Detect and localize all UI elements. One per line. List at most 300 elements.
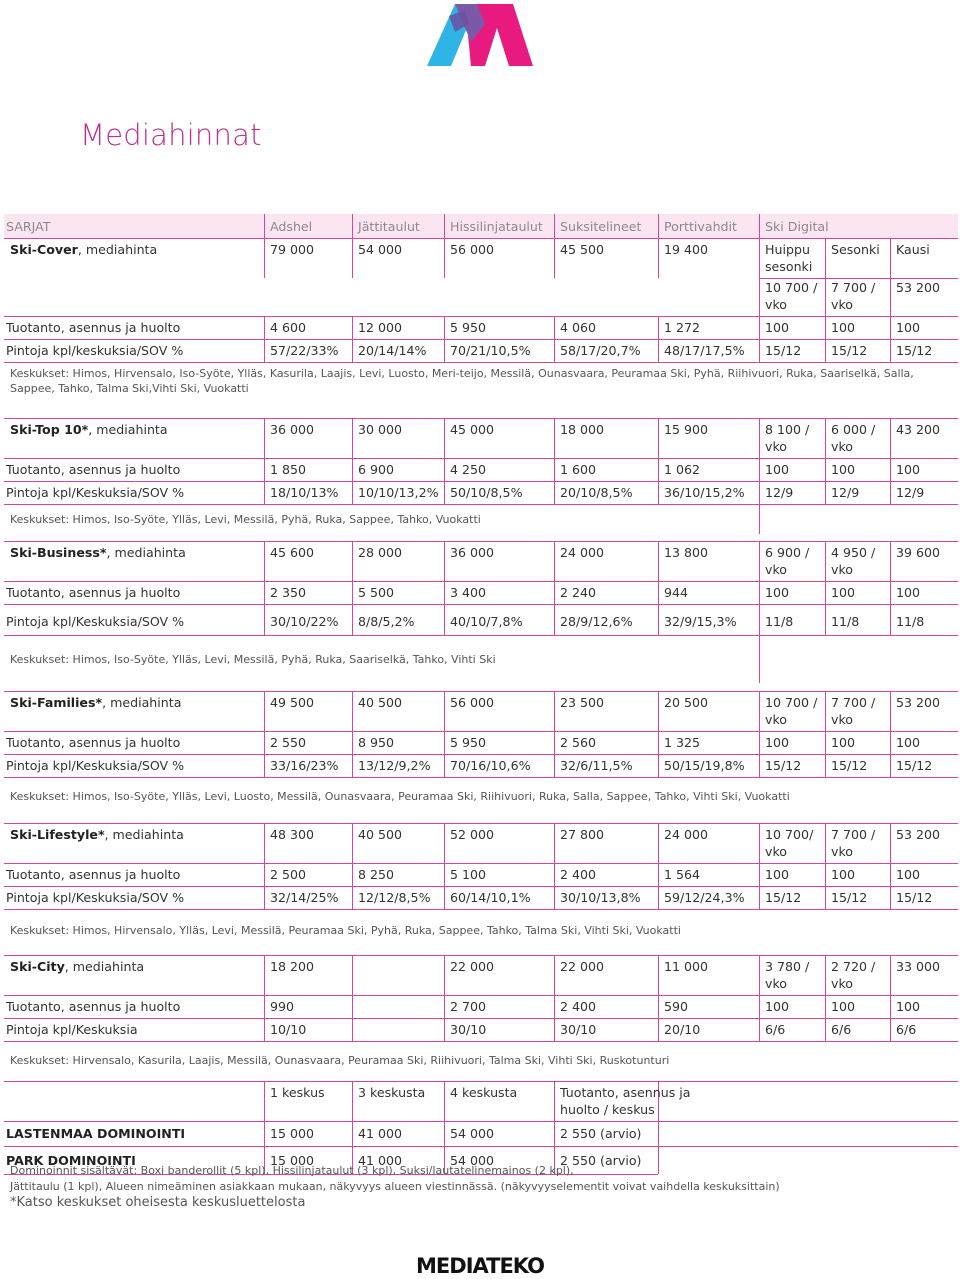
price-cell: 40 500 — [358, 827, 403, 842]
column-divider — [825, 339, 826, 362]
column-divider — [825, 754, 826, 777]
price-cell: 590 — [664, 999, 689, 1014]
price-cell: 4 950 / vko — [831, 545, 876, 577]
dominointi-column-header: 1 keskus — [270, 1085, 325, 1100]
series-label — [6, 422, 168, 439]
column-divider — [264, 886, 265, 909]
keskukset-text: Keskukset: Himos, Iso-Syöte, Ylläs, Levi, Luosto, Messilä, Ounasvaara, Peuramaa Ski, Riihivuori, Ruka, Salla, Sappee, Tahko, Vihti Ski, Vuokatti — [10, 790, 790, 803]
value-cell: 60/14/10,1% — [450, 890, 531, 905]
price-cell: 36 000 — [270, 422, 315, 437]
price-cell: 40 500 — [358, 695, 403, 710]
tuotanto-row — [4, 458, 958, 481]
price-cell: 11 000 — [664, 959, 709, 974]
column-divider — [444, 691, 445, 731]
tuotanto-row — [4, 995, 958, 1018]
column-divider — [825, 604, 826, 635]
tuotanto-row — [4, 863, 958, 886]
column-divider — [890, 863, 891, 886]
column-divider — [264, 1018, 265, 1041]
price-cell: 4 250 — [450, 462, 487, 477]
column-divider — [825, 238, 826, 278]
ski-digital-subheader: Sesonki — [831, 242, 880, 257]
column-divider — [658, 214, 659, 238]
column-divider — [352, 754, 353, 777]
value-cell: 6/6 — [765, 1022, 786, 1037]
column-divider — [554, 863, 555, 886]
price-cell: 15 900 — [664, 422, 709, 437]
value-cell: 30/10 — [450, 1022, 487, 1037]
value-cell: 28/9/12,6% — [560, 614, 633, 629]
series-suffix: , mediahinta — [104, 827, 184, 842]
value-cell: 30/10/13,8% — [560, 890, 641, 905]
column-divider — [759, 823, 760, 863]
price-cell: 28 000 — [358, 545, 403, 560]
column-divider — [825, 458, 826, 481]
price-cell: 8 250 — [358, 867, 395, 882]
column-divider — [264, 541, 265, 581]
value-cell: 58/17/20,7% — [560, 343, 641, 358]
brand-logo-text: MEDIATEKO — [416, 1254, 544, 1276]
keskukset-text: Keskukset: Himos, Hirvensalo, Iso-Syöte, Ylläs, Kasurila, Laajis, Levi, Luosto, Meri-teijo, Messilä, Ounasvaara, Peuramaa Ski, Pyhä, Riihivuori, Ruka, Saariselkä, Salla, Sappee, Tahko, Talma Ski,Vihti Ski, Vuokatti — [10, 367, 914, 395]
column-divider — [825, 278, 826, 316]
column-divider — [658, 886, 659, 909]
skibusiness-price-row — [4, 541, 958, 581]
ski-cover-digital-price-row — [4, 278, 958, 316]
value-cell: 11/8 — [896, 614, 925, 629]
column-divider — [264, 731, 265, 754]
column-divider — [554, 541, 555, 581]
keskukset-row — [4, 909, 958, 949]
column-divider — [658, 541, 659, 581]
price-cell: 22 000 — [450, 959, 495, 974]
column-divider — [264, 418, 265, 458]
series-name: Ski-Cover — [10, 242, 78, 257]
price-cell: 1 062 — [664, 462, 701, 477]
column-divider — [444, 1081, 445, 1121]
row-label: Tuotanto, asennus ja huolto — [6, 999, 181, 1014]
price-cell: 7 700 / vko — [831, 280, 876, 312]
price-cell: 100 — [765, 867, 790, 882]
column-divider — [352, 481, 353, 504]
column-divider — [825, 886, 826, 909]
column-divider — [352, 863, 353, 886]
series-label — [6, 959, 144, 976]
price-cell: 100 — [765, 462, 790, 477]
column-divider — [352, 238, 353, 278]
value-cell: 11/8 — [765, 614, 794, 629]
row-label: Tuotanto, asennus ja huolto — [6, 320, 181, 335]
footnote-line-3: *Katso keskukset oheisesta keskusluettelosta — [10, 1195, 306, 1210]
column-divider — [554, 238, 555, 278]
column-divider — [264, 823, 265, 863]
column-divider — [658, 316, 659, 339]
dominointi-column-header: 3 keskusta — [358, 1085, 426, 1100]
dominointi-label: PARK DOMINOINTI — [6, 1153, 136, 1168]
row-label: Pintoja kpl/Keskuksia/SOV % — [6, 758, 185, 773]
price-cell: 1 564 — [664, 867, 701, 882]
value-cell: 32/6/11,5% — [560, 758, 633, 773]
column-divider — [759, 1018, 760, 1041]
price-cell: 2 560 — [560, 735, 597, 750]
pintoja-row — [4, 754, 958, 777]
column-divider — [554, 731, 555, 754]
series-name: Ski-City — [10, 959, 65, 974]
column-header: SARJAT — [6, 219, 51, 234]
value-cell: 30/10 — [560, 1022, 597, 1037]
column-divider — [825, 691, 826, 731]
price-cell: 2 700 — [450, 999, 487, 1014]
value-cell: 20/10 — [664, 1022, 701, 1037]
price-cell: 45 000 — [450, 422, 495, 437]
price-cell: 100 — [831, 462, 856, 477]
header-row — [4, 214, 958, 238]
value-cell: 15/12 — [765, 758, 802, 773]
value-cell: 70/16/10,6% — [450, 758, 531, 773]
price-cell: 100 — [765, 999, 790, 1014]
price-cell: 15 000 — [270, 1153, 315, 1168]
ski-digital-subheader: Kausi — [896, 242, 930, 257]
keskukset-row — [4, 635, 958, 683]
price-cell: 5 950 — [450, 735, 487, 750]
column-divider — [554, 339, 555, 362]
value-cell: 12/9 — [896, 485, 925, 500]
column-divider — [352, 995, 353, 1018]
price-cell: 1 850 — [270, 462, 307, 477]
column-divider — [825, 418, 826, 458]
price-cell: 100 — [896, 320, 921, 335]
value-cell: 15/12 — [896, 343, 933, 358]
price-cell: 2 400 — [560, 867, 597, 882]
column-divider — [759, 886, 760, 909]
column-divider — [759, 995, 760, 1018]
column-divider — [890, 481, 891, 504]
value-cell: 15/12 — [896, 890, 933, 905]
series-name: Ski-Families — [10, 695, 96, 710]
price-cell: 2 720 / vko — [831, 959, 876, 991]
column-divider — [444, 754, 445, 777]
ski-cover-price-row — [4, 238, 958, 278]
series-name: Ski-Lifestyle — [10, 827, 98, 842]
value-cell: 15/12 — [831, 890, 868, 905]
price-cell: 100 — [831, 585, 856, 600]
column-divider — [554, 581, 555, 604]
row-label: Pintoja kpl/Keskuksia/SOV % — [6, 614, 185, 629]
column-divider — [759, 339, 760, 362]
price-cell: 100 — [896, 999, 921, 1014]
price-cell: 100 — [831, 867, 856, 882]
column-divider — [890, 316, 891, 339]
column-divider — [352, 823, 353, 863]
column-divider — [759, 691, 760, 731]
price-cell: 8 950 — [358, 735, 395, 750]
column-divider — [890, 995, 891, 1018]
column-header: Hissilinjataulut — [450, 219, 543, 234]
column-divider — [554, 604, 555, 635]
column-divider — [825, 995, 826, 1018]
column-divider — [352, 886, 353, 909]
column-header: Ski Digital — [765, 219, 829, 234]
footnote-line-1: Dominoinnit sisältävät: Boxi banderollit (5 kpl), Hissilinjataulut (3 kpl), Suksi/lautatelinemainos (2 kpl), — [10, 1164, 574, 1177]
column-divider — [759, 278, 760, 316]
series-label — [6, 242, 157, 259]
column-divider — [444, 1121, 445, 1146]
value-cell: 15/12 — [765, 890, 802, 905]
column-divider — [264, 214, 265, 238]
price-cell: 10 700/ vko — [765, 827, 814, 859]
price-cell: 3 780 / vko — [765, 959, 810, 991]
pintoja-row — [4, 886, 958, 909]
column-divider — [444, 995, 445, 1018]
column-divider — [264, 1081, 265, 1121]
mediateko-top-logo-icon — [425, 2, 535, 70]
price-cell: 45 600 — [270, 545, 315, 560]
value-cell: 15/12 — [765, 343, 802, 358]
column-divider — [444, 731, 445, 754]
column-divider — [554, 995, 555, 1018]
price-cell: 36 000 — [450, 545, 495, 560]
price-cell: 2 400 — [560, 999, 597, 1014]
column-header: Suksitelineet — [560, 219, 642, 234]
value-cell: 50/10/8,5% — [450, 485, 523, 500]
column-divider — [759, 418, 760, 458]
value-cell: 20/10/8,5% — [560, 485, 633, 500]
row-label: Tuotanto, asennus ja huolto — [6, 867, 181, 882]
dominointi-column-header: Tuotanto, asennus ja huolto / keskus — [560, 1085, 691, 1117]
pintoja-row — [4, 339, 958, 362]
tuotanto-row — [4, 316, 958, 339]
asterisk: * — [99, 545, 107, 560]
column-divider — [554, 418, 555, 458]
skilifestyle-price-row — [4, 823, 958, 863]
column-divider — [554, 214, 555, 238]
column-divider — [825, 541, 826, 581]
column-divider — [759, 863, 760, 886]
value-cell: 6/6 — [896, 1022, 917, 1037]
column-divider — [658, 823, 659, 863]
series-suffix: , mediahinta — [106, 545, 186, 560]
row-label: Tuotanto, asennus ja huolto — [6, 735, 181, 750]
price-cell: 100 — [765, 320, 790, 335]
price-cell: 1 600 — [560, 462, 597, 477]
column-divider — [759, 316, 760, 339]
column-divider — [444, 886, 445, 909]
price-cell: 45 500 — [560, 242, 605, 257]
value-cell: 6/6 — [831, 1022, 852, 1037]
column-divider — [825, 823, 826, 863]
price-cell: 2 550 (arvio) — [560, 1153, 642, 1168]
price-cell: 8 100 / vko — [765, 422, 810, 454]
column-divider — [825, 481, 826, 504]
asterisk: * — [81, 422, 89, 437]
pintoja-row — [4, 1018, 958, 1041]
keskukset-text: Keskukset: Himos, Hirvensalo, Ylläs, Levi, Messilä, Peuramaa Ski, Pyhä, Ruka, Sappee, Tahko, Talma Ski, Vihti Ski, Vuokatti — [10, 924, 681, 937]
row-label: Pintoja kpl/Keskuksia — [6, 1022, 138, 1037]
column-divider — [352, 581, 353, 604]
column-divider — [444, 823, 445, 863]
row-label: Pintoja kpl/Keskuksia/SOV % — [6, 485, 185, 500]
value-cell: 50/15/19,8% — [664, 758, 745, 773]
column-divider — [554, 754, 555, 777]
column-divider — [658, 863, 659, 886]
series-suffix: , mediahinta — [102, 695, 182, 710]
column-divider — [352, 339, 353, 362]
value-cell: 12/9 — [831, 485, 860, 500]
tuotanto-row — [4, 731, 958, 754]
price-cell: 53 200 — [896, 827, 941, 842]
column-divider — [444, 339, 445, 362]
column-divider — [759, 481, 760, 504]
ski-digital-subheader: Huippu sesonki — [765, 242, 813, 274]
price-cell: 18 200 — [270, 959, 315, 974]
series-name: Ski-Business — [10, 545, 100, 560]
column-divider — [264, 955, 265, 995]
column-divider — [352, 691, 353, 731]
price-cell: 1 272 — [664, 320, 701, 335]
price-cell: 6 900 / vko — [765, 545, 810, 577]
column-divider — [444, 418, 445, 458]
subrow-rule — [759, 278, 958, 279]
value-cell: 15/12 — [831, 343, 868, 358]
keskukset-row — [4, 1041, 958, 1077]
column-divider — [352, 418, 353, 458]
value-cell: 48/17/17,5% — [664, 343, 745, 358]
value-cell: 57/22/33% — [270, 343, 339, 358]
column-divider — [352, 541, 353, 581]
column-divider — [352, 214, 353, 238]
column-divider — [825, 955, 826, 995]
price-cell: 48 300 — [270, 827, 315, 842]
column-divider — [890, 238, 891, 278]
price-cell: 56 000 — [450, 242, 495, 257]
column-divider — [658, 458, 659, 481]
column-divider — [554, 1121, 555, 1146]
price-cell: 100 — [765, 735, 790, 750]
dominointi-column-header: 4 keskusta — [450, 1085, 518, 1100]
column-divider — [352, 1121, 353, 1146]
price-cell: 2 550 (arvio) — [560, 1126, 642, 1141]
price-cell: 20 500 — [664, 695, 709, 710]
price-cell: 4 600 — [270, 320, 307, 335]
column-divider — [264, 481, 265, 504]
price-cell: 12 000 — [358, 320, 403, 335]
series-label — [6, 827, 184, 844]
column-header: Adshel — [270, 219, 313, 234]
column-divider — [825, 581, 826, 604]
price-cell: 33 000 — [896, 959, 941, 974]
value-cell: 11/8 — [831, 614, 860, 629]
price-cell: 19 400 — [664, 242, 709, 257]
price-cell: 30 000 — [358, 422, 403, 437]
column-divider — [890, 1018, 891, 1041]
tuotanto-row — [4, 581, 958, 604]
column-divider — [759, 604, 760, 635]
value-cell: 40/10/7,8% — [450, 614, 523, 629]
column-divider — [554, 458, 555, 481]
column-divider — [759, 955, 760, 995]
column-divider — [264, 238, 265, 278]
price-cell: 944 — [664, 585, 689, 600]
column-divider — [890, 458, 891, 481]
column-divider — [264, 339, 265, 362]
column-divider — [658, 339, 659, 362]
column-divider — [658, 604, 659, 635]
column-divider — [658, 754, 659, 777]
value-cell: 13/12/9,2% — [358, 758, 431, 773]
price-cell: 2 240 — [560, 585, 597, 600]
value-cell: 20/14/14% — [358, 343, 427, 358]
row-label: Pintoja kpl/keskuksia/SOV % — [6, 343, 184, 358]
asterisk: * — [97, 827, 105, 842]
price-cell: 24 000 — [664, 827, 709, 842]
skicity-price-row — [4, 955, 958, 995]
keskukset-text: Keskukset: Himos, Iso-Syöte, Ylläs, Levi, Messilä, Pyhä, Ruka, Sappee, Tahko, Vuokatti — [10, 513, 481, 526]
price-cell: 27 800 — [560, 827, 605, 842]
column-divider — [264, 581, 265, 604]
column-divider — [890, 731, 891, 754]
price-cell: 5 100 — [450, 867, 487, 882]
column-divider — [444, 581, 445, 604]
column-divider — [890, 581, 891, 604]
price-cell: 100 — [765, 585, 790, 600]
price-cell: 49 500 — [270, 695, 315, 710]
column-divider — [890, 955, 891, 995]
price-cell: 6 900 — [358, 462, 395, 477]
series-suffix: , mediahinta — [88, 422, 168, 437]
price-cell: 100 — [831, 320, 856, 335]
price-cell: 7 700 / vko — [831, 695, 876, 727]
column-divider — [759, 458, 760, 481]
price-cell: 2 350 — [270, 585, 307, 600]
column-divider — [444, 955, 445, 995]
price-cell: 79 000 — [270, 242, 315, 257]
price-cell: 100 — [896, 585, 921, 600]
value-cell: 15/12 — [896, 758, 933, 773]
value-cell: 30/10/22% — [270, 614, 339, 629]
keskukset-row — [4, 362, 958, 404]
column-divider — [264, 863, 265, 886]
pintoja-row — [4, 604, 958, 635]
column-divider — [890, 541, 891, 581]
price-cell: 990 — [270, 999, 295, 1014]
column-divider — [825, 731, 826, 754]
price-cell: 18 000 — [560, 422, 605, 437]
keskukset-row — [4, 504, 958, 534]
series-label — [6, 695, 181, 712]
column-divider — [759, 238, 760, 278]
column-divider — [759, 731, 760, 754]
column-divider — [554, 691, 555, 731]
price-cell: 100 — [831, 735, 856, 750]
series-suffix: , mediahinta — [64, 959, 145, 974]
column-divider — [444, 316, 445, 339]
column-divider — [444, 481, 445, 504]
column-divider — [264, 691, 265, 731]
column-divider — [352, 604, 353, 635]
series-name: Ski-Top 10 — [10, 422, 82, 437]
price-cell: 53 200 — [896, 695, 941, 710]
column-divider — [352, 955, 353, 995]
price-cell: 23 500 — [560, 695, 605, 710]
column-divider — [444, 214, 445, 238]
column-divider — [658, 995, 659, 1018]
column-divider — [264, 754, 265, 777]
column-divider — [890, 418, 891, 458]
price-cell: 56 000 — [450, 695, 495, 710]
column-divider — [759, 754, 760, 777]
column-divider — [890, 604, 891, 635]
column-divider — [658, 418, 659, 458]
price-cell: 54 000 — [358, 242, 403, 257]
